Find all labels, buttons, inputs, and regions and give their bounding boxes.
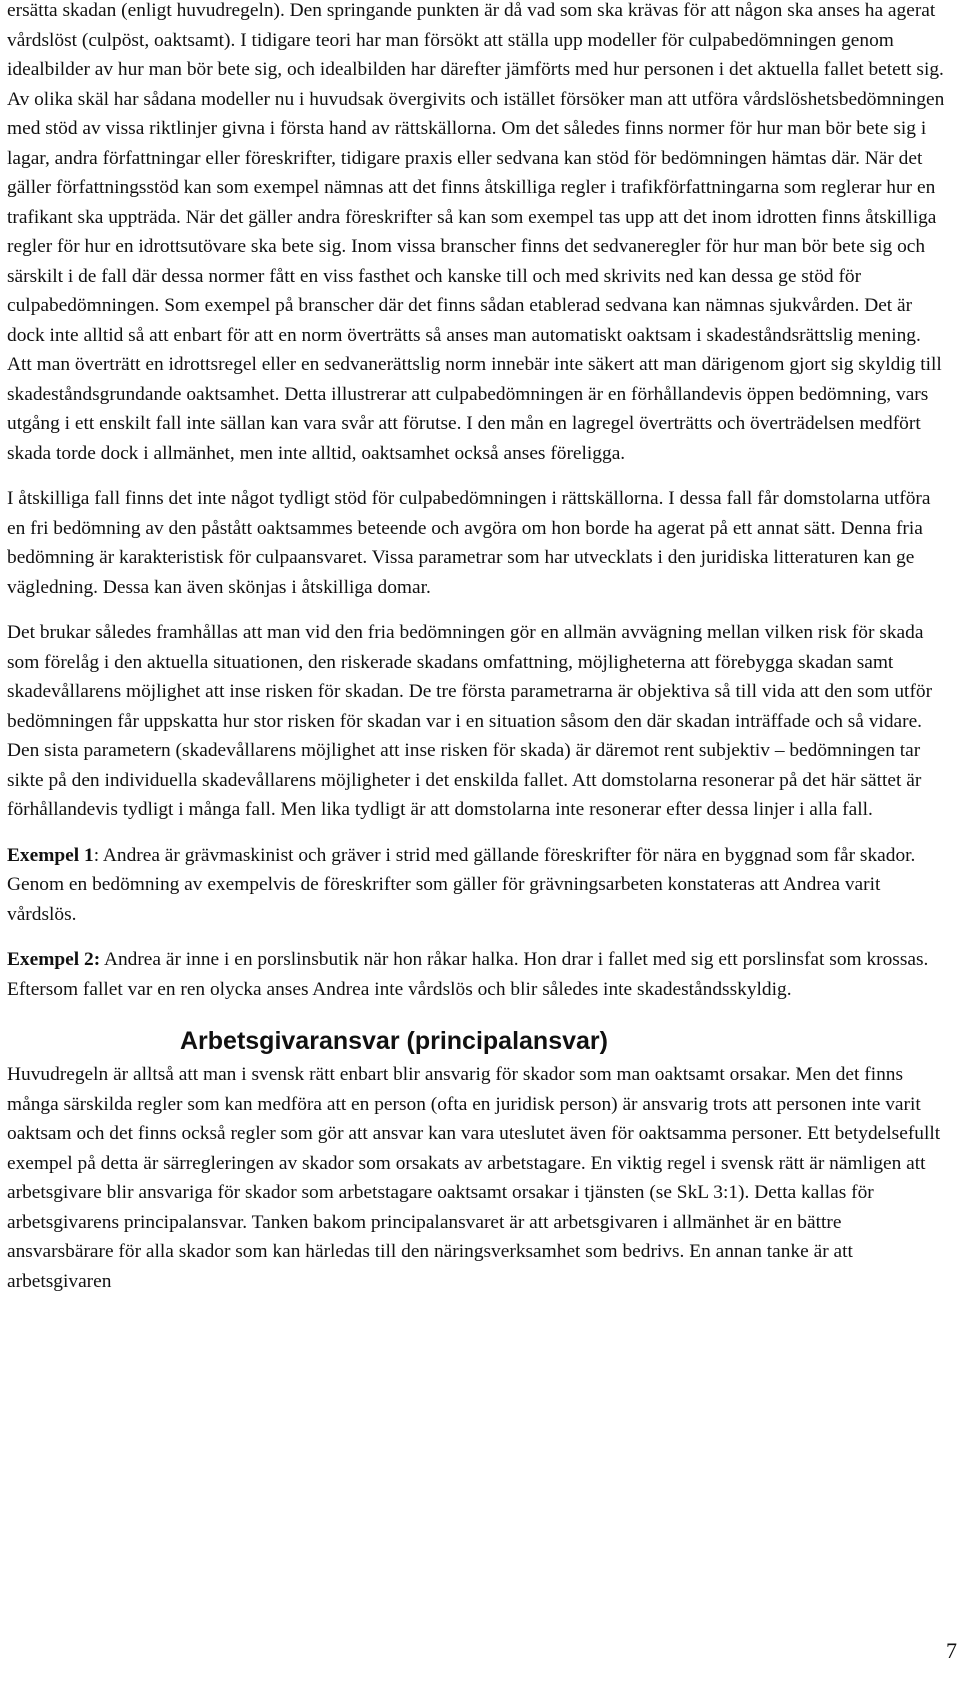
document-page [7, 0, 947, 1296]
page-number: 7 [946, 1638, 957, 1663]
paragraph-employer-liability: Huvudregeln är alltså att man i svensk rätt enbart blir ansvarig för skador som man oaktsamt orsakar. Men det finns många särskilda regler som kan medföra att en person (ofta en juridisk person) är ansvarig trots att personen inte varit oaktsam och det finns också regler som gör att ansvar kan vara uteslutet även för oaktsamma personer. Ett betydelsefullt exempel på detta är särregleringen av skador som orsakats av arbetstagare. En viktig regel i svensk rätt är nämligen att arbetsgivare blir ansvariga för skador som arbetstagare oaktsamt orsakar i tjänsten (se SkL 3:1). Detta kallas för arbetsgivarens principalansvar. Tanken bakom principalansvaret är att arbetsgivaren i allmänhet är en bättre ansvarsbärare för alla skador som kan härledas till den näringsverksamhet som bedrivs. En annan tanke är att arbetsgivaren [7, 1064, 941, 1292]
example-2 [7, 945, 947, 1004]
example-1-text: Andrea är grävmaskinist och gräver i strid med gällande föreskrifter för nära en byggnad som får skador. Genom en bedömning av exempelvis de föreskrifter som gäller för grävningsarbeten konstateras att Andrea varit vårdslös. [7, 844, 916, 925]
example-1-label: Exempel 1 [7, 844, 94, 866]
section-heading: Arbetsgivaransvar (principalansvar) [180, 1027, 608, 1055]
heading-gap [7, 1004, 947, 1026]
paragraph-gap [7, 602, 947, 618]
paragraph-gap [7, 468, 947, 484]
paragraph-gap [7, 825, 947, 841]
example-1-separator: : [93, 844, 103, 866]
paragraph-culpa-assessment: ersätta skadan (enligt huvudregeln). Den springande punkten är då vad som ska krävas för att någon ska anses ha agerat vårdslöst (culpöst, oaktsamt). I tidigare teori har man försökt att ställa upp modeller för culpabedömningen genom idealbilder av hur man bör bete sig, och idealbilden har därefter jämförts med hur personen i det aktuella fallet betett sig. Av olika skäl har sådana modeller nu i huvudsak övergivits och istället försöker man att utföra vårdslöshetsbedömningen med stöd av vissa riktlinjer givna i första hand av rättskällorna. Om det således finns normer för hur man bör bete sig i lagar, andra författningar eller föreskrifter, tidigare praxis eller sedvana kan stöd för bedömningen hämtas där. När det gäller författningsstöd kan som exempel nämnas att det finns åtskilliga regler i trafikförfattningarna som reglerar hur en trafikant ska uppträda. När det gäller andra föreskrifter så kan som exempel tas upp att det inom idrotten finns åtskilliga regler för hur en idrottsutövare ska bete sig. Inom vissa branscher finns det sedvaneregler för hur man bör bete sig och särskilt i de fall där dessa normer fått en viss fasthet och kanske till och med skrivits ned kan dessa ge stöd för culpabedömningen. Som exempel på branscher där det finns sådan etablerad sedvana kan nämnas sjukvården. Det är dock inte alltid så att enbart för att en norm överträtts så anses man automatiskt oaktsam i skadeståndsrättslig mening. Att man överträtt en idrottsregel eller en sedvanerättslig norm innebär inte säkert att man därigenom gjort sig skyldig till skadeståndsgrundande oaktsamhet. Detta illustrerar att culpabedömningen är en förhållandevis öppen bedömning, vars utgång i ett enskilt fall inte sällan kan vara svår att förutse. I den mån en lagregel överträtts och överträdelsen medfört skada torde dock i allmänhet, men inte alltid, oaktsamhet också anses föreligga. [7, 0, 945, 464]
paragraph-free-assessment: I åtskilliga fall finns det inte något tydligt stöd för culpabedömningen i rättskällorna. I dessa fall får domstolarna utföra en fri bedömning av den påstått oaktsammes beteende och avgöra om hon borde ha agerat på ett annat sätt. Denna fria bedömning är karakteristisk för culpaansvaret. Vissa parametrar som har utvecklats i den juridiska litteraturen kan ge vägledning. Dessa kan även skönjas i åtskilliga domar. [7, 488, 931, 598]
example-2-text: Andrea är inne i en porslinsbutik när hon råkar halka. Hon drar i fallet med sig ett porslinsfat som krossas. Eftersom fallet var en ren olycka anses Andrea inte vårdslös och blir således inte skadeståndsskyldig. [7, 949, 929, 1000]
paragraph-gap [7, 929, 947, 945]
paragraph-parameters: Det brukar således framhållas att man vid den fria bedömningen gör en allmän avvägning mellan vilken risk för skada som förelåg i den aktuella situationen, den riskerade skadans omfattning, möjligheterna att förebygga skadan samt skadevållarens möjlighet att inse risken för skadan. De tre första parametrarna är objektiva så till vida att den som utför bedömningen får uppskatta hur stor risken för skadan var i en situation såsom den där skadan inträffade och så vidare. Den sista parametern (skadevållarens möjlighet att inse risken för skada) är däremot rent subjektiv – bedömningen tar sikte på den individuella skadevållarens möjligheter i det enskilda fallet. Att domstolarna resonerar på det här sättet är förhållandevis tydligt i många fall. Men lika tydligt är att domstolarna inte resonerar efter dessa linjer i alla fall. [7, 622, 933, 820]
example-2-label: Exempel 2: [7, 949, 101, 970]
example-1 [7, 841, 947, 930]
